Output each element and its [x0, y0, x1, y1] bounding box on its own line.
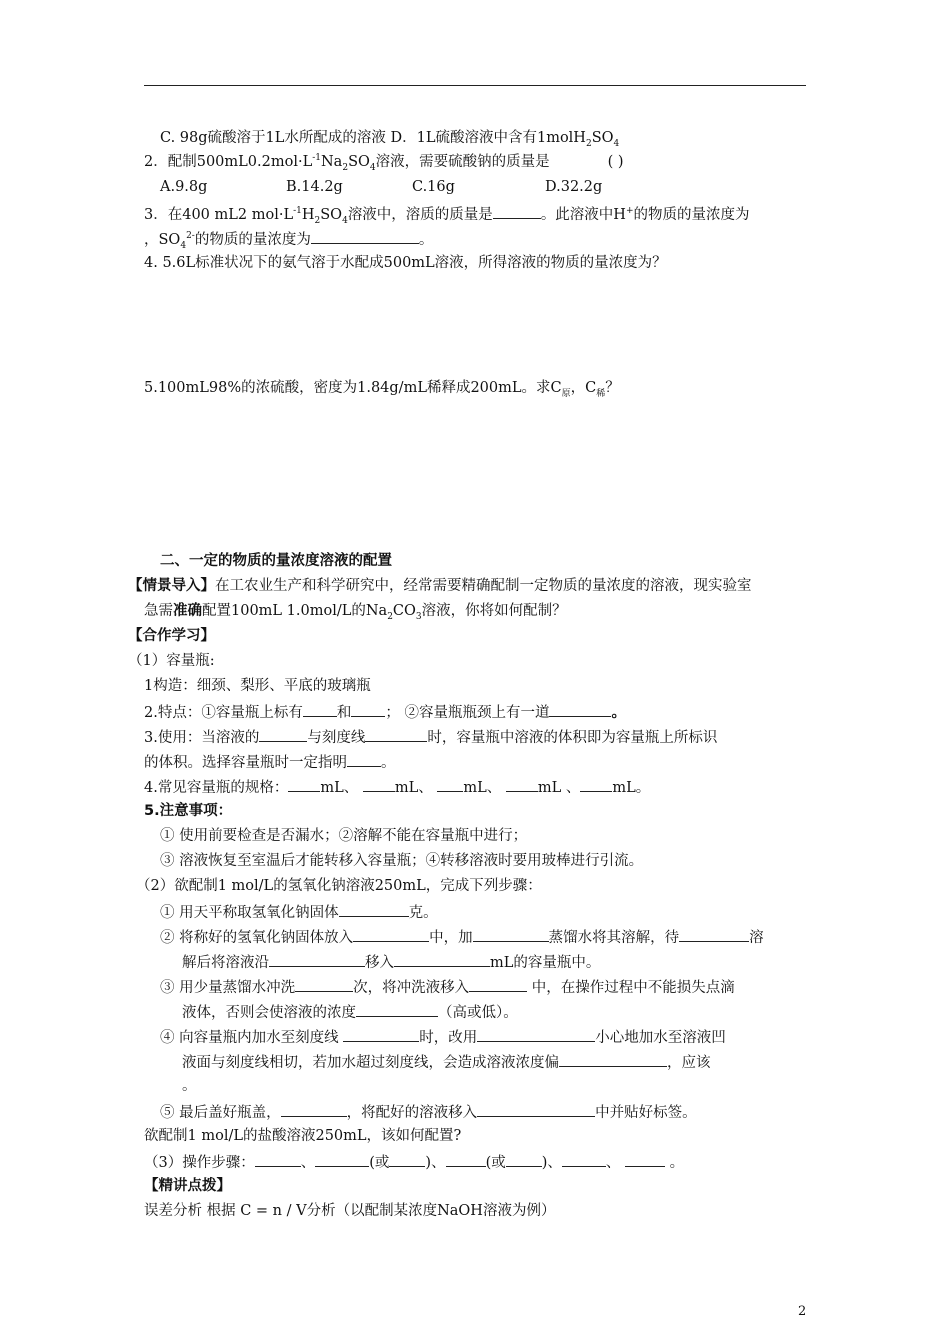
blank[interactable]: [288, 776, 320, 792]
part-1-usage-line1: 3.使用：当溶液的 与刻度线 时，容量瓶中溶液的体积即为容量瓶上所标识: [144, 726, 717, 748]
blank[interactable]: [477, 1026, 595, 1042]
step-4-line3: 。: [182, 1078, 197, 1094]
question-5: 5.100mL98%的浓硫酸，密度为1.84g/mL稀释成200mL。求$C_原$，$C_稀$？: [144, 380, 620, 399]
blank[interactable]: [351, 701, 385, 717]
part-1: （1）容量瓶:: [128, 653, 215, 669]
blank[interactable]: [255, 1151, 301, 1167]
question-3-line2: ，$SO_4^{2-}$的物质的量浓度为 。: [144, 228, 433, 250]
step-1: ① 用天平称取氢氧化钠固体 克。: [160, 901, 438, 923]
part-1-structure: 1构造：细颈、梨形、平底的玻璃瓶: [144, 678, 371, 694]
blank[interactable]: [394, 951, 490, 967]
blank[interactable]: [339, 901, 409, 917]
part-1-sizes: 4.常见容量瓶的规格： mL、 mL、 mL、 mL 、 mL。: [144, 776, 650, 798]
page-number: 2: [798, 1304, 807, 1319]
part-1-usage-line2: 的体积。选择容量瓶时一定指明 。: [144, 751, 396, 773]
q2-option-d: D.32.2g: [545, 179, 603, 195]
blank[interactable]: [477, 1101, 595, 1117]
part-1-feature: 2.特点：①容量瓶上标有 和 ； ②容量瓶瓶颈上有一道 。: [144, 701, 626, 723]
blank[interactable]: [679, 926, 749, 942]
blank[interactable]: [356, 1001, 438, 1017]
part-1-notes-heading: 5.注意事项：: [144, 803, 233, 819]
step-2-line2: 解后将溶液沿 移入 mL的容量瓶中。: [182, 951, 600, 973]
step-4-line2: 液面与刻度线相切，若加水超过刻度线，会造成溶液浓度偏 ，应该: [182, 1051, 711, 1073]
blank[interactable]: [562, 1151, 606, 1167]
q1-option-cd: C. 98g硫酸溶于1L水所配成的溶液 D．1L硫酸溶液中含有$1molH_2SO_4$: [160, 130, 620, 149]
header-rule: [144, 85, 806, 86]
blank[interactable]: [506, 776, 538, 792]
hcl-question: 欲配制1 mol/L的盐酸溶液250mL，该如何配置?: [144, 1128, 462, 1144]
blank[interactable]: [389, 1151, 425, 1167]
step-2-line1: ② 将称好的氢氧化钠固体放入 中，加 蒸馏水将其溶解，待 溶: [160, 926, 764, 948]
step-4-line1: ④ 向容量瓶内加水至刻度线 时，改用 小心地加水至溶液凹: [160, 1026, 726, 1048]
section-2-title: 二、一定的物质的量浓度溶液的配置: [160, 553, 392, 569]
part-2: （2）欲配制1 mol/L的氢氧化钠溶液250mL，完成下列步骤：: [136, 878, 542, 894]
error-analysis: 误差分析 根据 C = n / V分析（以配制某浓度NaOH溶液为例）: [144, 1203, 556, 1219]
blank[interactable]: [311, 228, 419, 244]
step-3-line2: 液体，否则会使溶液的浓度 （高或低）。: [182, 1001, 518, 1023]
blank[interactable]: [559, 1051, 667, 1067]
blank[interactable]: [347, 751, 381, 767]
intro-line1: 【情景导入】在工农业生产和科学研究中，经常需要精确配制一定物质的量浓度的溶液，现实验室: [128, 578, 752, 594]
blank[interactable]: [303, 701, 337, 717]
key-points-heading: 【精讲点拨】: [144, 1178, 231, 1194]
blank[interactable]: [269, 951, 365, 967]
blank[interactable]: [469, 976, 527, 992]
step-5: ⑤ 最后盖好瓶盖， ，将配好的溶液移入 中并贴好标签。: [160, 1101, 697, 1123]
blank[interactable]: [259, 726, 307, 742]
blank[interactable]: [437, 776, 463, 792]
part-3-steps: （3）操作步骤： 、 (或 )、 (或 )、 、 。: [144, 1151, 684, 1173]
blank[interactable]: [363, 776, 395, 792]
question-4: 4. 5.6L标准状况下的氨气溶于水配成500mL溶液，所得溶液的物质的量浓度为？: [144, 255, 667, 271]
step-3-line1: ③ 用少量蒸馏水冲洗 次，将冲洗液移入 中，在操作过程中不能损失点滴: [160, 976, 735, 998]
blank[interactable]: [549, 701, 611, 717]
question-2: 2．配制$500mL0.2mol\cdot L^{-1}Na_2SO_4$溶液，需要硫酸钠的质量是 ( ): [144, 153, 624, 173]
blank[interactable]: [365, 726, 427, 742]
blank[interactable]: [625, 1151, 665, 1167]
blank[interactable]: [493, 203, 541, 219]
blank[interactable]: [315, 1151, 369, 1167]
blank[interactable]: [281, 1101, 347, 1117]
q2-option-c: C.16g: [412, 179, 455, 195]
question-3-line1: 3．在400 mL2 $mol\cdot L^{-1}H_2SO_4$溶液中，溶质的质量是 。此溶液中H+的物质的量浓度为: [144, 203, 750, 225]
note-line2: ③ 溶液恢复至室温后才能转移入容量瓶；④转移溶液时要用玻棒进行引流。: [160, 853, 644, 869]
intro-line2: 急需准确配置100mL 1.0mol/L的$Na_2CO_3$溶液，你将如何配制？: [144, 603, 567, 622]
note-line1: ① 使用前要检查是否漏水；②溶解不能在容量瓶中进行；: [160, 828, 528, 844]
blank[interactable]: [353, 926, 429, 942]
blank[interactable]: [446, 1151, 486, 1167]
blank[interactable]: [506, 1151, 542, 1167]
q2-option-a: A.9.8g: [160, 179, 208, 195]
q2-option-b: B.14.2g: [286, 179, 343, 195]
blank[interactable]: [473, 926, 549, 942]
blank[interactable]: [580, 776, 612, 792]
blank[interactable]: [295, 976, 353, 992]
coop-heading: 【合作学习】: [128, 628, 215, 644]
blank[interactable]: [343, 1026, 419, 1042]
